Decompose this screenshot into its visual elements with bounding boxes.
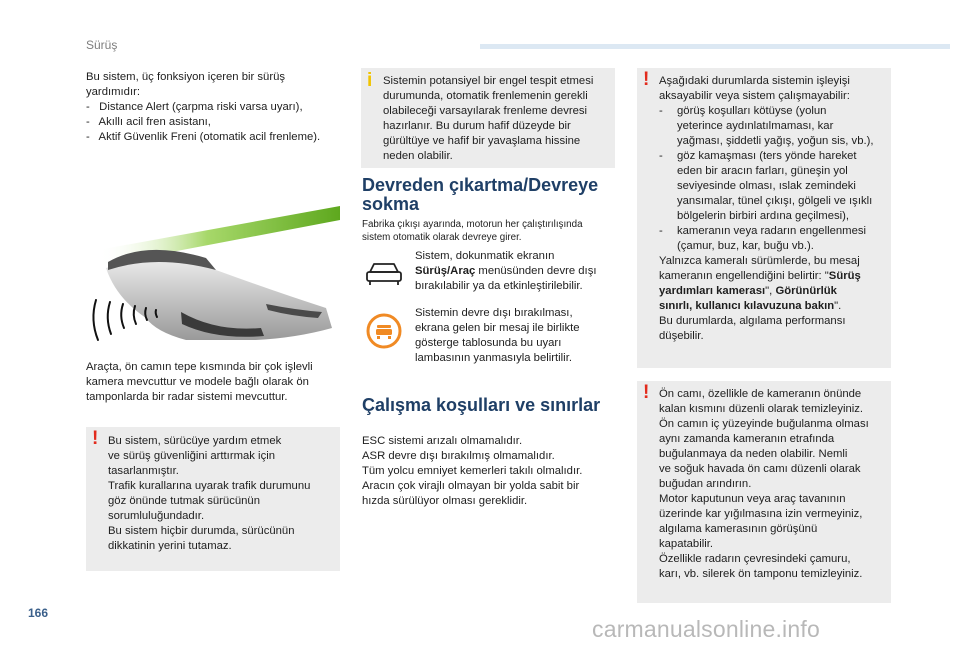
- warning-box-3: [637, 381, 891, 603]
- factory-note: Fabrika çıkışı ayarında, motorun her çalıştırılışında sistem otomatik olarak devreye girer.: [362, 219, 583, 243]
- step1-line3: bırakılabilir ya da etkinleştirilebilir.: [415, 280, 583, 292]
- intro-line: yardımıdır:: [86, 86, 140, 98]
- heading-line: sokma: [362, 194, 420, 214]
- warning-icon: !: [643, 382, 650, 403]
- condition-item: [659, 224, 891, 254]
- message-visibility: Görünürlük sınırlı, kullanıcı kılavuzuna bakın: [659, 285, 837, 312]
- menu-driving: Sürüş: [415, 265, 448, 277]
- info-text: Sistemin potansiyel bir engel tespit etmesi durumunda, otomatik frenlemenin gerekli olabileceği varsayılarak frenleme devresi hazırlanır. Bu durum hafif düzeyde bir gürültüye ve hafif bir yavaşlama hissine neden olabilir.: [383, 75, 594, 162]
- intro-line: Bu sistem, üç fonksiyon içeren bir sürüş: [86, 71, 286, 83]
- warning-icon: !: [643, 69, 650, 90]
- step1-line1: Sistem, dokunmatik ekranın: [415, 250, 555, 262]
- warning2-intro: Aşağıdaki durumlarda sistemin işleyişi aksayabilir veya sistem çalışmayabilir:: [659, 75, 850, 102]
- step1-text: [415, 249, 625, 294]
- menu-vehicle: Araç: [450, 265, 476, 277]
- warning2-outro: [659, 254, 891, 344]
- condition-item: [659, 149, 891, 224]
- heading-line: Devreden çıkartma/Devreye: [362, 175, 599, 195]
- condition-item: [659, 104, 891, 149]
- watermark: carmanualsonline.info: [592, 616, 820, 642]
- warning3-text: Ön camı, özellikle de kameranın önünde kalan kısmını düzenli olarak temizleyiniz. Ön camın iç yüzeyinde buğulanma olması aynı zamanda kameranın etrafında buğulanmaya da neden olabilir. Nemli ve soğuk havada ön camı düzenli olarak buğudan arındırın. Motor kaputunun veya araç tavanının üzerinde kar yığılmasına izin vermeyiniz, algılama kamerasının görüşünü kapatabilir. Özellikle radarın çevresindeki çamuru, karı, vb. silerek ön tamponu temizleyiniz.: [659, 388, 869, 580]
- warning-box-1: [86, 427, 340, 571]
- header-rule: [480, 44, 950, 49]
- step1-suffix: menüsünden devre dışı: [475, 265, 597, 277]
- menu-separator: /: [447, 265, 451, 277]
- warning-text: Bu sistem, sürücüye yardım etmek ve sürüş güvenliğini arttırmak için tasarlanmıştır. Trafik kurallarına uyarak trafik durumunu göz önünde tutmak sürücünün sorumluluğundadır. Bu sistem hiçbir durumda, sürücünün dikkatinin yerini tutamaz.: [108, 435, 311, 552]
- condition-item-text: kameranın veya radarın engellenmesi (çamur, buz, kar, buğu vb.).: [677, 225, 867, 252]
- car-settings-icon: [364, 258, 404, 288]
- page-number: 166: [28, 606, 49, 620]
- bullet: -: [659, 150, 663, 162]
- intro-line: - Akıllı acil fren asistanı,: [86, 116, 211, 128]
- bullet: -: [659, 105, 663, 117]
- bullet: -: [659, 225, 663, 237]
- step2-text: Sistemin devre dışı bırakılması, ekrana gelen bir mesaj ile birlikte gösterge tablosunda bu uyarı lambasının yanmasıyla belirtilir.: [415, 307, 580, 364]
- car-radar-illustration: [86, 200, 342, 350]
- warning2-content: [659, 74, 891, 344]
- outro-text: ",: [765, 285, 776, 297]
- conditions-text: ESC sistemi arızalı olmamalıdır. ASR devre dışı bırakılmış olmamalıdır. Tüm yolcu emniyet kemerleri takılı olmalıdır. Aracın çok virajlı olmayan bir yolda sabit bir hızda sürülüyor olması gereklidir.: [362, 435, 583, 507]
- heading-conditions: Çalışma koşulları ve sınırlar: [362, 395, 601, 415]
- info-icon: i: [367, 70, 373, 91]
- warning-icon: !: [92, 428, 99, 449]
- condition-item-text: göz kamaşması (ters yönde hareket eden bir aracın farları, güneşin yol seviyesinde olması, ıslak zemindeki yansımalar, tünel çıkışı, gölgeli ve ışıklı bölgelerin birbiri ardına geçilmesi),: [677, 150, 873, 222]
- section-label: Sürüş: [86, 38, 118, 52]
- intro-line: - Aktif Güvenlik Freni (otomatik acil frenleme).: [86, 131, 321, 143]
- intro-text: [86, 70, 346, 145]
- outro-text: Yalnızca kameralı sürümlerde, bu mesaj kameranın engellendiğini belirtir: ": [659, 255, 860, 282]
- warning-lamp-icon: [364, 313, 404, 349]
- image-caption: Araçta, ön camın tepe kısmında bir çok işlevli kamera mevcuttur ve modele bağlı olarak ön tamponlarda bir radar sistemi mevcuttur.: [86, 361, 313, 403]
- heading-deactivation: [362, 176, 618, 214]
- warning-box-2: [637, 68, 891, 368]
- info-box: [361, 68, 615, 168]
- step1-line2: [415, 264, 625, 279]
- intro-line: - Distance Alert (çarpma riski varsa uyarı),: [86, 101, 303, 113]
- outro-text: ". Bu durumlarda, algılama performansı düşebilir.: [659, 300, 846, 342]
- condition-item-text: görüş koşulları kötüyse (yolun yeterince aydınlatılmaması, kar yağması, şiddetli yağış, yoğun sis, vb.),: [677, 105, 874, 147]
- message-camera: Sürüş yardımları kamerası: [659, 270, 861, 297]
